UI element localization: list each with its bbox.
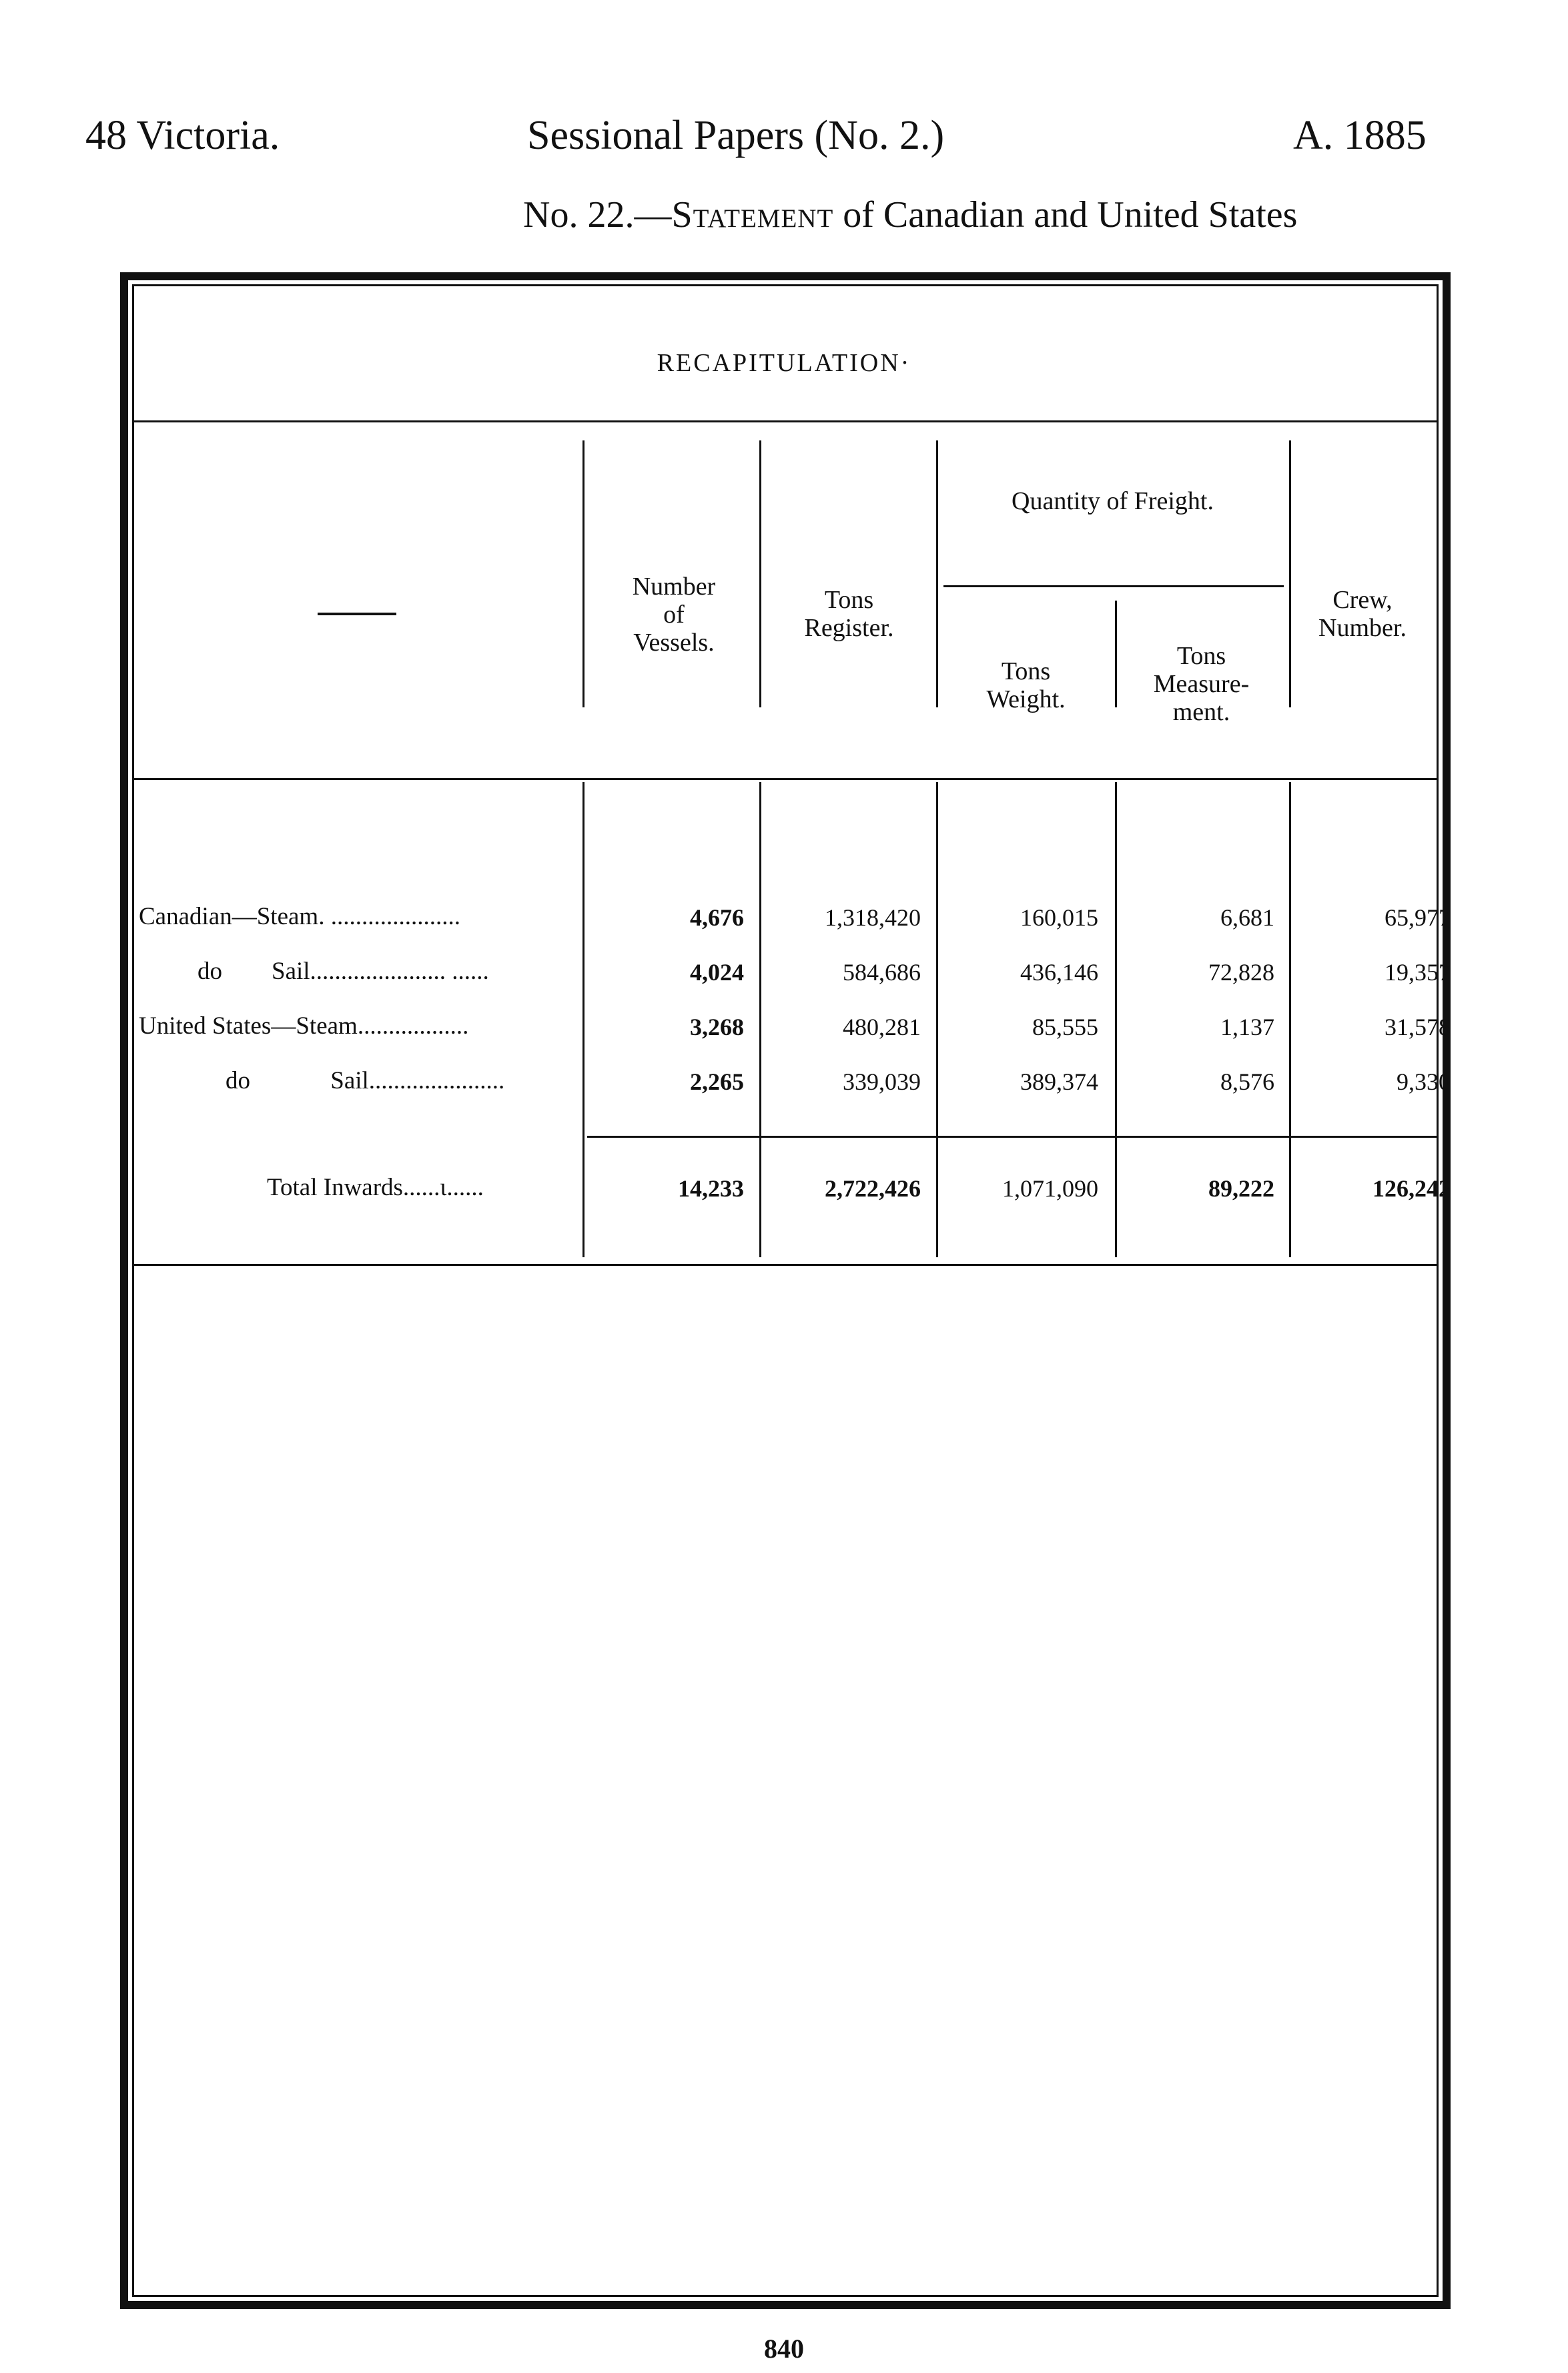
- cell-crew: 19,357: [1385, 959, 1451, 986]
- cell-tons-weight: 160,015: [1020, 904, 1098, 931]
- cell-crew: 65,977: [1385, 904, 1451, 931]
- col-header-crew: Crew, Number.: [1318, 586, 1407, 642]
- col-header-tons-weight: Tons Weight.: [986, 657, 1066, 713]
- cell-total-tons-register: 2,722,426: [825, 1175, 921, 1202]
- rule-col-1-body: [582, 782, 584, 1257]
- rule-under-total: [133, 1264, 1437, 1266]
- cell-total-tons-measurement: 89,222: [1208, 1175, 1274, 1202]
- cell-tons-measurement: 8,576: [1220, 1068, 1274, 1095]
- cell-tons-weight: 436,146: [1020, 959, 1098, 986]
- cell-tons-measurement: 1,137: [1220, 1014, 1274, 1040]
- rule-col-4-body: [1115, 782, 1117, 1257]
- cell-total-crew: 126,242: [1373, 1175, 1451, 1202]
- page-number: 840: [764, 2334, 804, 2364]
- rule-col-2-head: [759, 440, 761, 707]
- rule-col-1-head: [582, 440, 584, 707]
- cell-tons-register: 584,686: [843, 959, 921, 986]
- rule-col-2-body: [759, 782, 761, 1257]
- rule-col-5-body: [1289, 782, 1291, 1257]
- total-label: Total Inwards......ɩ......: [267, 1174, 484, 1201]
- statement-title-smallcaps: Statement: [671, 194, 834, 236]
- row-label: do Sail......................: [226, 1067, 505, 1094]
- rule-col-5-head: [1289, 440, 1291, 707]
- statement-title-prefix: No. 22.—: [523, 194, 672, 236]
- cell-total-tons-weight: 1,071,090: [1002, 1175, 1098, 1202]
- running-header-left: 48 Victoria.: [85, 113, 280, 158]
- statement-title: [523, 194, 1297, 236]
- cell-tons-weight: 85,555: [1032, 1014, 1098, 1040]
- col-header-tons-measurement: Tons Measure- ment.: [1153, 642, 1250, 726]
- cell-tons-register: 339,039: [843, 1068, 921, 1095]
- cell-tons-measurement: 6,681: [1220, 904, 1274, 931]
- cell-vessels: 3,268: [690, 1014, 744, 1040]
- row-label: Canadian—Steam. .....................: [139, 903, 460, 930]
- col-header-quantity-freight: Quantity of Freight.: [1012, 487, 1214, 515]
- cell-vessels: 4,676: [690, 904, 744, 931]
- cell-tons-register: 480,281: [843, 1014, 921, 1040]
- rule-col-4-head: [1115, 601, 1117, 707]
- cell-crew: 31,578: [1385, 1014, 1451, 1040]
- cell-crew: 9,330: [1397, 1068, 1451, 1095]
- cell-tons-measurement: 72,828: [1208, 959, 1274, 986]
- rule-under-title: [133, 420, 1437, 422]
- row-label: do Sail...................... ......: [198, 958, 489, 985]
- running-header-center: Sessional Papers (No. 2.): [527, 113, 945, 158]
- cell-tons-weight: 389,374: [1020, 1068, 1098, 1095]
- stub-header-text: [318, 595, 396, 603]
- cell-tons-register: 1,318,420: [825, 904, 921, 931]
- cell-total-vessels: 14,233: [678, 1175, 744, 1202]
- col-header-tons-register: Tons Register.: [804, 586, 894, 642]
- cell-vessels: 2,265: [690, 1068, 744, 1095]
- rule-col-3-body: [936, 782, 938, 1257]
- rule-under-column-heads: [133, 778, 1437, 780]
- rule-col-3-head: [936, 440, 938, 707]
- stub-header-dash: [318, 613, 396, 615]
- cell-vessels: 4,024: [690, 959, 744, 986]
- row-label: United States—Steam..................: [139, 1012, 469, 1040]
- col-header-vessels: Number of Vessels.: [632, 573, 716, 657]
- statement-title-suffix: of Canadian and United States: [833, 194, 1298, 236]
- running-header-right: A. 1885: [1293, 113, 1427, 158]
- rule-under-freight-group: [943, 585, 1284, 587]
- rule-above-total: [587, 1136, 1437, 1138]
- recapitulation-title: RECAPITULATION·: [657, 349, 911, 377]
